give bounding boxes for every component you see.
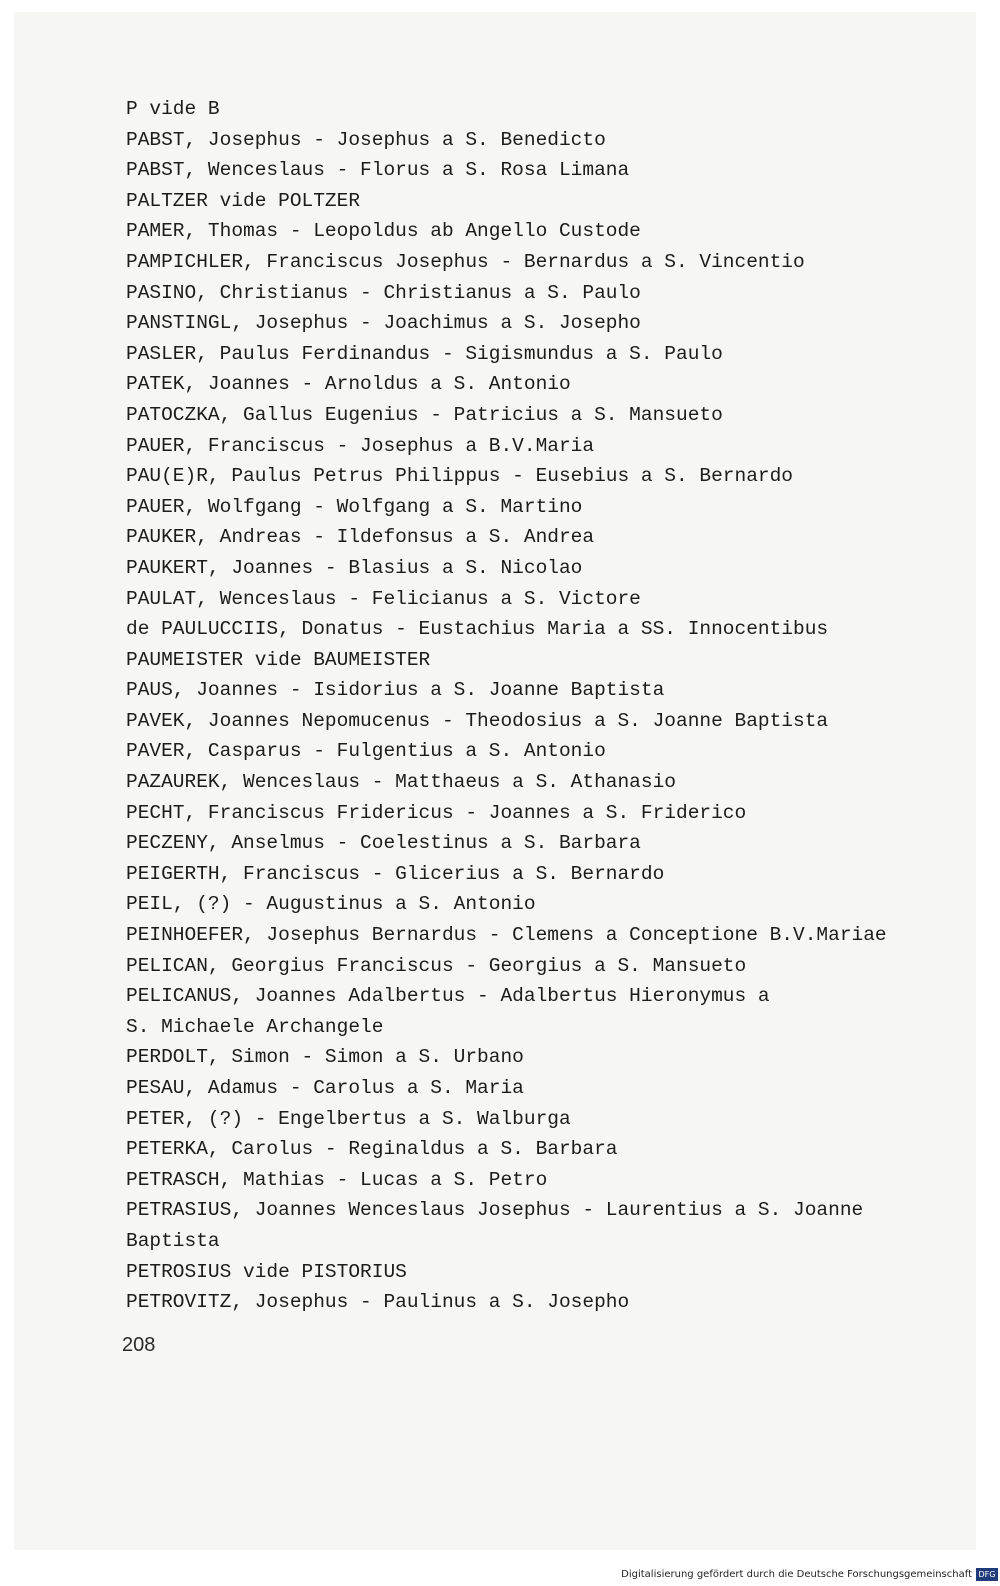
- entry-line: PAVER, Casparus - Fulgentius a S. Antonio: [126, 740, 606, 763]
- entry-line: PELICAN, Georgius Franciscus - Georgius a S. Mansueto: [126, 954, 747, 977]
- entry-line: PEINHOEFER, Josephus Bernardus - Clemens a Conceptione B.V.Mariae: [126, 924, 887, 947]
- entry-line: PAUS, Joannes - Isidorius a S. Joanne Baptista: [126, 679, 665, 702]
- entry-line: PABST, Wenceslaus - Florus a S. Rosa Limana: [126, 159, 630, 182]
- entry-line: PAU(E)R, Paulus Petrus Philippus - Eusebius a S. Bernardo: [126, 465, 794, 488]
- footer-credit: Digitalisierung gefördert durch die Deutsche Forschungsgemeinschaft: [621, 1569, 972, 1580]
- entry-line: PALTZER vide POLTZER: [126, 189, 361, 212]
- entry-line: PETER, (?) - Engelbertus a S. Walburga: [126, 1107, 571, 1130]
- entry-line: PABST, Josephus - Josephus a S. Benedicto: [126, 128, 606, 151]
- entry-line: PETROSIUS vide PISTORIUS: [126, 1260, 407, 1283]
- entry-line: PECHT, Franciscus Fridericus - Joannes a S. Friderico: [126, 801, 747, 824]
- entry-line: PASLER, Paulus Ferdinandus - Sigismundus a S. Paulo: [126, 342, 723, 365]
- entry-line: PETROVITZ, Josephus - Paulinus a S. Josepho: [126, 1291, 630, 1314]
- entry-line: Baptista: [126, 1229, 220, 1252]
- entry-line: S. Michaele Archangele: [126, 1015, 384, 1038]
- entry-line: PAUMEISTER vide BAUMEISTER: [126, 648, 431, 671]
- entry-line: PETRASCH, Mathias - Lucas a S. Petro: [126, 1168, 548, 1191]
- entry-list: [126, 94, 887, 1318]
- entry-line: PETERKA, Carolus - Reginaldus a S. Barbara: [126, 1138, 618, 1161]
- entry-line: PAUKER, Andreas - Ildefonsus a S. Andrea: [126, 526, 595, 549]
- entry-line: PAVEK, Joannes Nepomucenus - Theodosius a S. Joanne Baptista: [126, 709, 829, 732]
- entry-line: PELICANUS, Joannes Adalbertus - Adalbertus Hieronymus a: [126, 985, 770, 1008]
- entry-line: P vide B: [126, 98, 220, 120]
- entry-line: PATOCZKA, Gallus Eugenius - Patricius a S. Mansueto: [126, 403, 723, 426]
- entry-line: PAMPICHLER, Franciscus Josephus - Bernardus a S. Vincentio: [126, 250, 805, 273]
- entry-line: PAUKERT, Joannes - Blasius a S. Nicolao: [126, 556, 583, 579]
- entry-line: PERDOLT, Simon - Simon a S. Urbano: [126, 1046, 524, 1069]
- entry-line: PAULAT, Wenceslaus - Felicianus a S. Victore: [126, 587, 641, 610]
- entry-line: PEIGERTH, Franciscus - Glicerius a S. Bernardo: [126, 862, 665, 885]
- entry-line: PAUER, Wolfgang - Wolfgang a S. Martino: [126, 495, 583, 518]
- entry-line: PECZENY, Anselmus - Coelestinus a S. Barbara: [126, 832, 641, 855]
- dfg-logo: DFG: [976, 1568, 998, 1581]
- entry-line: PAZAUREK, Wenceslaus - Matthaeus a S. Athanasio: [126, 771, 676, 794]
- entry-line: de PAULUCCIIS, Donatus - Eustachius Maria a SS. Innocentibus: [126, 618, 829, 641]
- entry-line: PESAU, Adamus - Carolus a S. Maria: [126, 1077, 524, 1099]
- entry-line: PEIL, (?) - Augustinus a S. Antonio: [126, 893, 536, 916]
- entry-line: PANSTINGL, Josephus - Joachimus a S. Josepho: [126, 312, 641, 335]
- entry-line: PETRASIUS, Joannes Wenceslaus Josephus - Laurentius a S. Joanne: [126, 1199, 864, 1222]
- entry-line: PAMER, Thomas - Leopoldus ab Angello Custode: [126, 220, 641, 243]
- entry-line: PAUER, Franciscus - Josephus a B.V.Maria: [126, 434, 595, 457]
- page-number: 208: [122, 1334, 156, 1356]
- entry-line: PATEK, Joannes - Arnoldus a S. Antonio: [126, 373, 571, 396]
- entry-line: PASINO, Christianus - Christianus a S. Paulo: [126, 281, 641, 304]
